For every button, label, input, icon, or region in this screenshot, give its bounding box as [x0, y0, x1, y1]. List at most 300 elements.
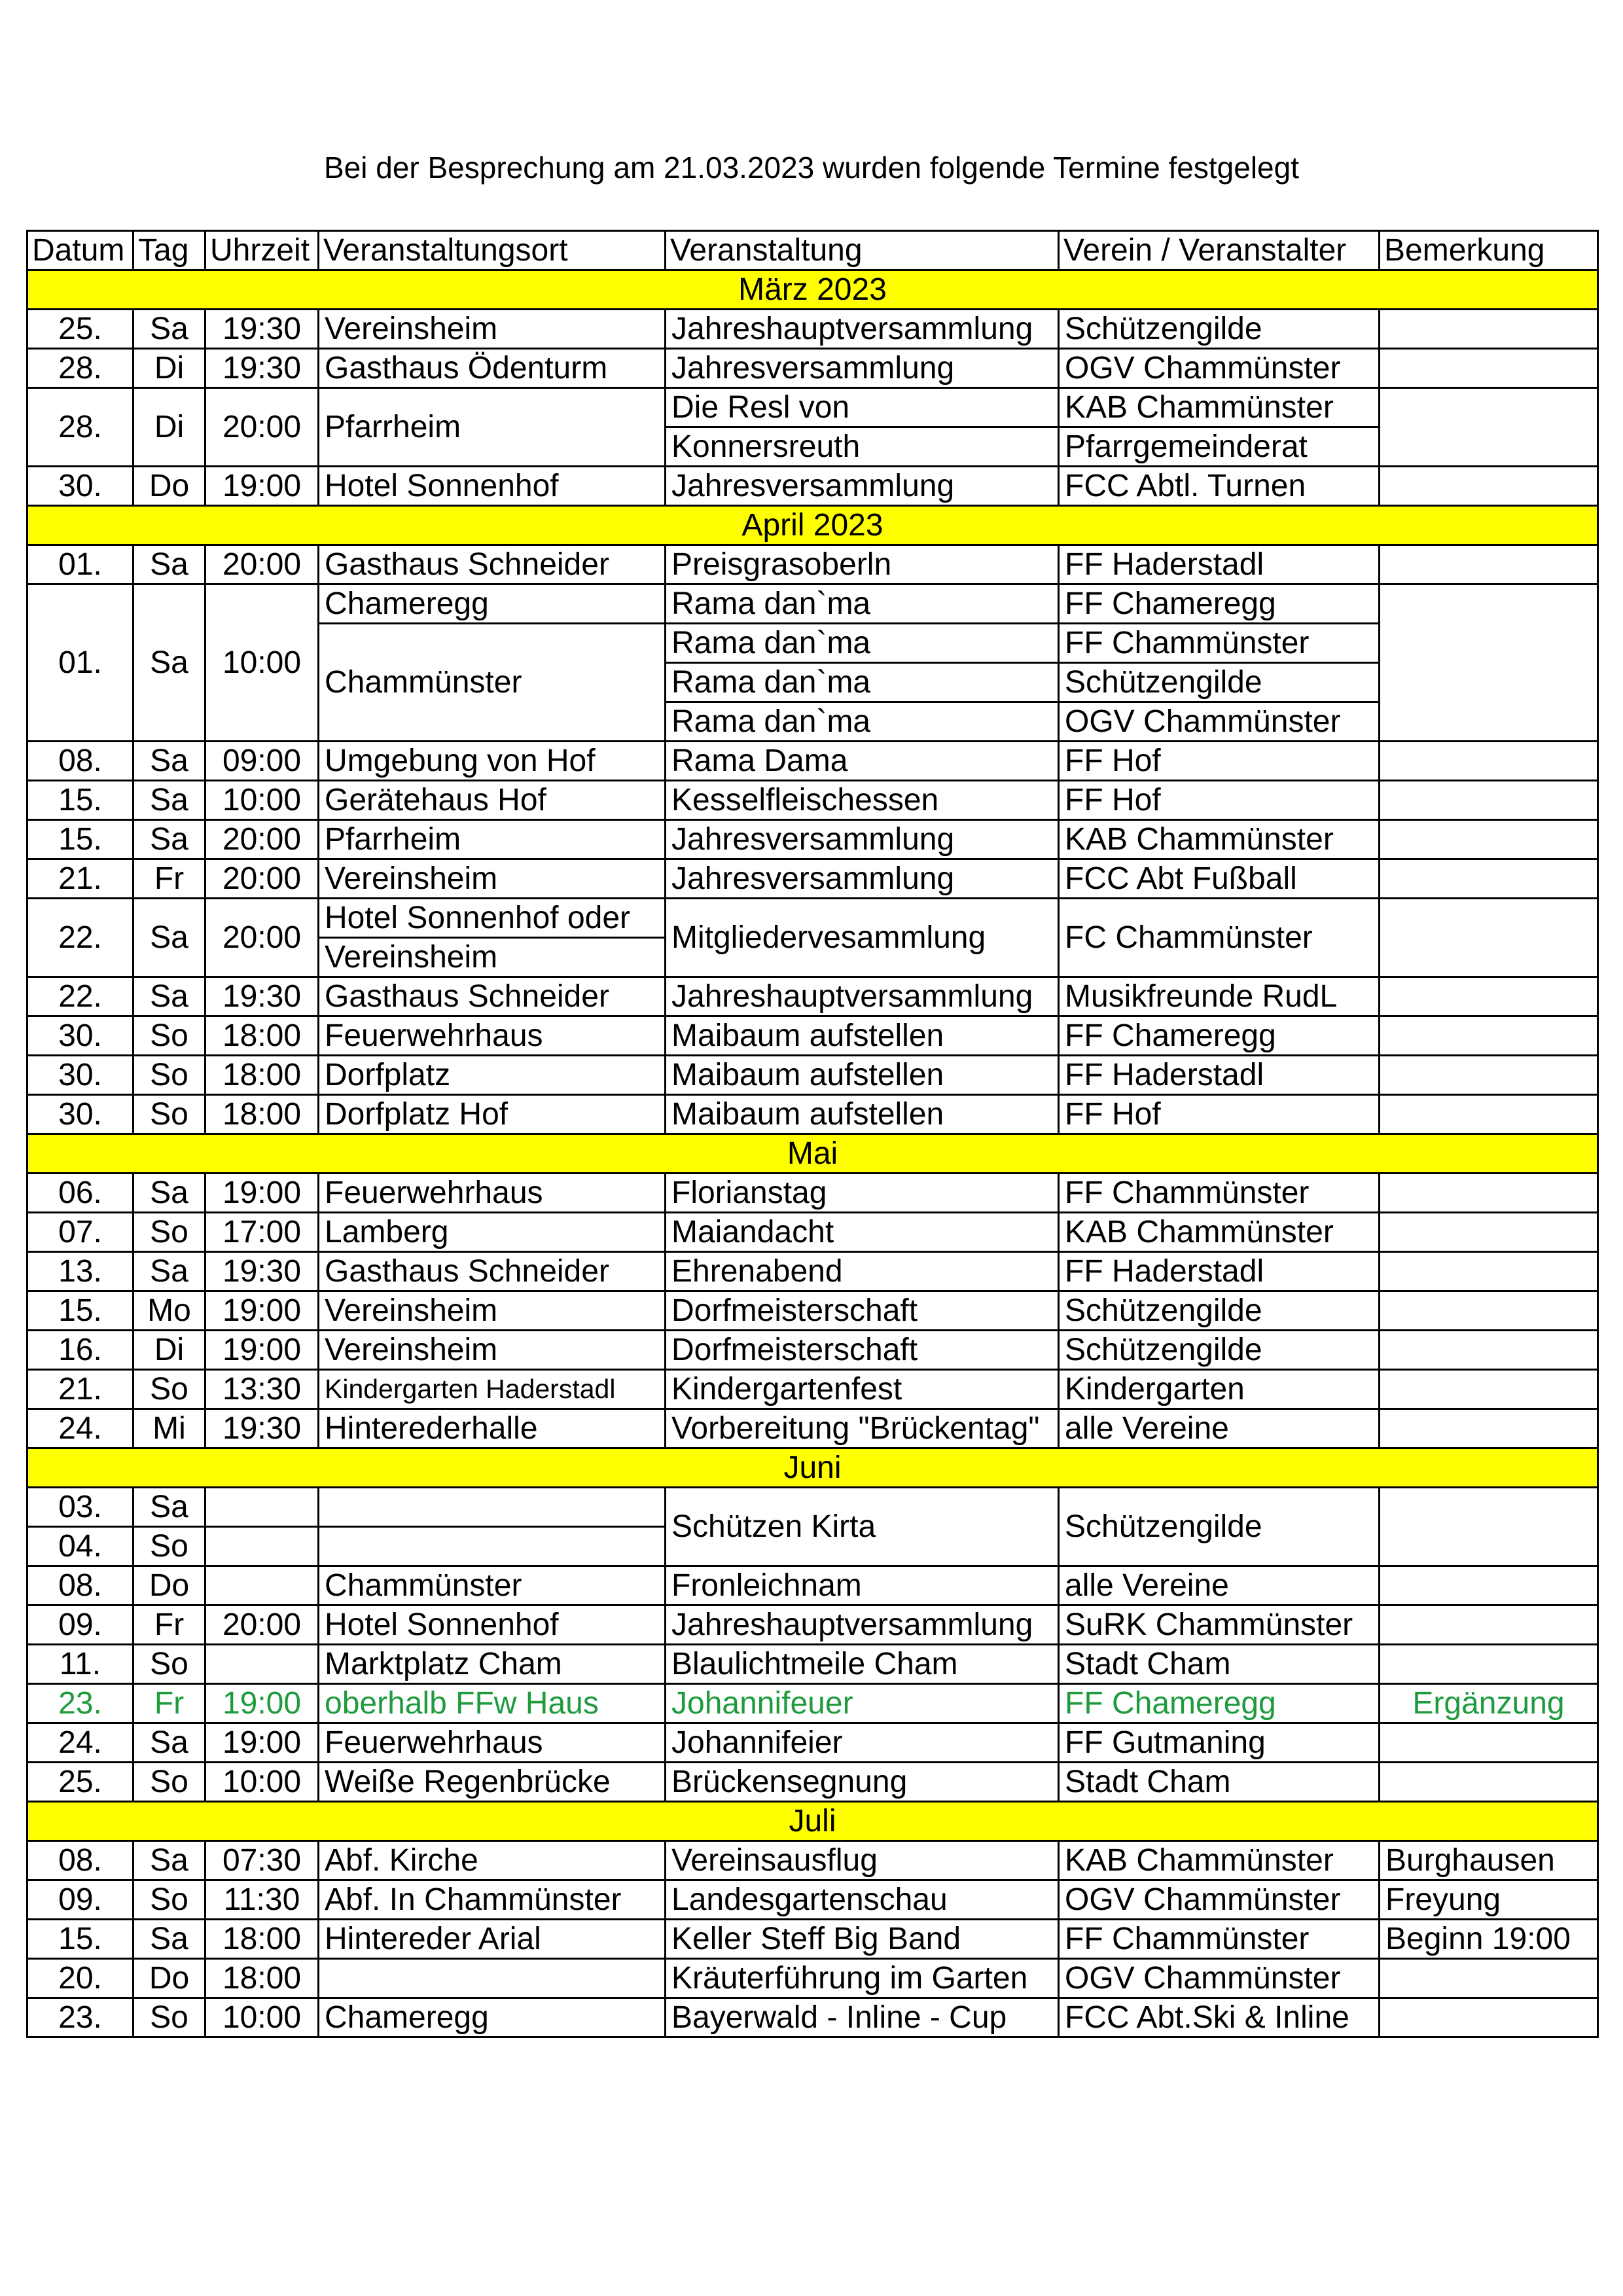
cell-bemerkung: [1380, 310, 1598, 349]
table-row-highlighted: [27, 1684, 1598, 1723]
cell-ort: Vereinsheim: [319, 1331, 666, 1370]
cell-datum: 28.: [27, 349, 134, 388]
cell-datum: 30.: [27, 467, 134, 506]
cell-bemerkung: [1380, 820, 1598, 859]
cell-bemerkung: [1380, 1016, 1598, 1056]
cell-bemerkung: [1380, 1605, 1598, 1645]
cell-bemerkung: [1380, 1291, 1598, 1331]
month-row: [27, 270, 1598, 310]
cell-veranstaltung: Rama dan`ma: [666, 584, 1059, 624]
cell-uhrzeit: 20:00: [205, 388, 319, 467]
cell-ort: Vereinsheim: [319, 938, 666, 977]
cell-veranstaltung: Jahreshauptversammlung: [666, 977, 1059, 1016]
cell-datum: 15.: [27, 1920, 134, 1959]
cell-veranstaltung: Mitgliedervesammlung: [666, 899, 1059, 977]
cell-verein: FF Haderstadl: [1059, 1252, 1380, 1291]
cell-tag: Sa: [134, 781, 205, 820]
cell-bemerkung: [1380, 1409, 1598, 1448]
cell-verein: FF Chameregg: [1059, 584, 1380, 624]
cell-veranstaltung: Maibaum aufstellen: [666, 1095, 1059, 1134]
cell-veranstaltung: Kräuterführung im Garten: [666, 1959, 1059, 1998]
cell-uhrzeit: 18:00: [205, 1959, 319, 1998]
cell-uhrzeit: 11:30: [205, 1880, 319, 1920]
cell-uhrzeit: 19:00: [205, 1684, 319, 1723]
cell-veranstaltung: Rama dan`ma: [666, 624, 1059, 663]
schedule-table: [26, 230, 1599, 2038]
cell-veranstaltung: Jahresversammlung: [666, 859, 1059, 899]
cell-verein: FF Chammünster: [1059, 624, 1380, 663]
cell-tag: Do: [134, 1566, 205, 1605]
cell-datum: 01.: [27, 584, 134, 742]
cell-ort: Gasthaus Ödenturm: [319, 349, 666, 388]
cell-ort: Chameregg: [319, 584, 666, 624]
month-label: März 2023: [27, 270, 1598, 310]
cell-ort: Kindergarten Haderstadl: [319, 1370, 666, 1409]
cell-uhrzeit: [205, 1566, 319, 1605]
cell-veranstaltung: Fronleichnam: [666, 1566, 1059, 1605]
cell-ort: Hintereder Arial: [319, 1920, 666, 1959]
cell-veranstaltung: Bayerwald - Inline - Cup: [666, 1998, 1059, 2037]
cell-verein: SuRK Chammünster: [1059, 1605, 1380, 1645]
table-row: [27, 1605, 1598, 1645]
cell-uhrzeit: [205, 1645, 319, 1684]
cell-datum: 01.: [27, 545, 134, 584]
table-row: [27, 899, 1598, 938]
cell-datum: 07.: [27, 1213, 134, 1252]
cell-ort: Dorfplatz Hof: [319, 1095, 666, 1134]
cell-datum: 16.: [27, 1331, 134, 1370]
cell-veranstaltung: Maibaum aufstellen: [666, 1056, 1059, 1095]
month-label: Juli: [27, 1802, 1598, 1841]
table-row: [27, 1880, 1598, 1920]
cell-datum: 08.: [27, 742, 134, 781]
cell-bemerkung: Freyung: [1380, 1880, 1598, 1920]
cell-bemerkung: [1380, 349, 1598, 388]
cell-tag: Sa: [134, 584, 205, 742]
cell-verein: Pfarrgemeinderat: [1059, 427, 1380, 467]
cell-tag: Sa: [134, 1488, 205, 1527]
cell-verein: FF Hof: [1059, 742, 1380, 781]
cell-uhrzeit: [205, 1488, 319, 1527]
cell-tag: Sa: [134, 899, 205, 977]
cell-ort: Abf. Kirche: [319, 1841, 666, 1880]
cell-uhrzeit: 18:00: [205, 1016, 319, 1056]
cell-datum: 24.: [27, 1409, 134, 1448]
cell-verein: KAB Chammünster: [1059, 1213, 1380, 1252]
cell-ort: Vereinsheim: [319, 1291, 666, 1331]
cell-veranstaltung: Florianstag: [666, 1174, 1059, 1213]
header-ort: Veranstaltungsort: [319, 231, 666, 270]
cell-ort: Chameregg: [319, 1998, 666, 2037]
cell-verein: FCC Abt.Ski & Inline: [1059, 1998, 1380, 2037]
cell-ort: Dorfplatz: [319, 1056, 666, 1095]
table-row: [27, 1016, 1598, 1056]
cell-ort: Gasthaus Schneider: [319, 545, 666, 584]
cell-tag: Sa: [134, 310, 205, 349]
cell-verein: FF Chammünster: [1059, 1174, 1380, 1213]
cell-tag: Sa: [134, 977, 205, 1016]
cell-tag: So: [134, 1527, 205, 1566]
table-row: [27, 1488, 1598, 1527]
cell-veranstaltung: Jahresversammlung: [666, 820, 1059, 859]
cell-bemerkung: [1380, 1252, 1598, 1291]
document-title: Bei der Besprechung am 21.03.2023 wurden folgende Termine festgelegt: [323, 151, 1300, 185]
cell-ort: Abf. In Chammünster: [319, 1880, 666, 1920]
cell-tag: So: [134, 1998, 205, 2037]
cell-verein: FF Hof: [1059, 1095, 1380, 1134]
table-row: [27, 1959, 1598, 1998]
table-row: [27, 977, 1598, 1016]
cell-uhrzeit: 18:00: [205, 1095, 319, 1134]
month-label: Juni: [27, 1448, 1598, 1488]
cell-ort: Feuerwehrhaus: [319, 1016, 666, 1056]
cell-veranstaltung: Schützen Kirta: [666, 1488, 1059, 1566]
cell-tag: So: [134, 1880, 205, 1920]
cell-datum: 30.: [27, 1056, 134, 1095]
cell-veranstaltung: Konnersreuth: [666, 427, 1059, 467]
cell-veranstaltung: Preisgrasoberln: [666, 545, 1059, 584]
cell-verein: OGV Chammünster: [1059, 702, 1380, 742]
cell-bemerkung: [1380, 977, 1598, 1016]
cell-veranstaltung: Jahreshauptversammlung: [666, 310, 1059, 349]
cell-veranstaltung: Maiandacht: [666, 1213, 1059, 1252]
cell-ort: Vereinsheim: [319, 310, 666, 349]
table-row: [27, 545, 1598, 584]
cell-bemerkung: [1380, 1095, 1598, 1134]
cell-uhrzeit: 20:00: [205, 859, 319, 899]
month-label: Mai: [27, 1134, 1598, 1174]
cell-tag: Sa: [134, 1723, 205, 1763]
cell-datum: 25.: [27, 310, 134, 349]
cell-verein: FF Chammünster: [1059, 1920, 1380, 1959]
table-row: [27, 467, 1598, 506]
cell-veranstaltung: Die Resl von: [666, 388, 1059, 427]
cell-ort: Feuerwehrhaus: [319, 1723, 666, 1763]
cell-tag: Sa: [134, 742, 205, 781]
cell-ort: [319, 1527, 666, 1566]
cell-bemerkung: [1380, 1998, 1598, 2037]
cell-veranstaltung: Johannifeier: [666, 1723, 1059, 1763]
cell-ort: Feuerwehrhaus: [319, 1174, 666, 1213]
cell-verein: FCC Abtl. Turnen: [1059, 467, 1380, 506]
cell-verein: Kindergarten: [1059, 1370, 1380, 1409]
cell-tag: So: [134, 1016, 205, 1056]
cell-uhrzeit: 10:00: [205, 1763, 319, 1802]
cell-uhrzeit: 19:30: [205, 349, 319, 388]
cell-datum: 13.: [27, 1252, 134, 1291]
cell-uhrzeit: 10:00: [205, 781, 319, 820]
cell-datum: 15.: [27, 781, 134, 820]
cell-ort: Pfarrheim: [319, 820, 666, 859]
cell-verein: FF Haderstadl: [1059, 545, 1380, 584]
cell-verein: OGV Chammünster: [1059, 349, 1380, 388]
table-row: [27, 1056, 1598, 1095]
cell-bemerkung: Ergänzung: [1380, 1684, 1598, 1723]
cell-bemerkung: [1380, 1488, 1598, 1566]
cell-tag: So: [134, 1056, 205, 1095]
month-row: [27, 1448, 1598, 1488]
cell-tag: So: [134, 1645, 205, 1684]
cell-bemerkung: [1380, 584, 1598, 742]
header-row: [27, 231, 1598, 270]
cell-ort: Chammünster: [319, 624, 666, 742]
cell-bemerkung: [1380, 1213, 1598, 1252]
cell-uhrzeit: 19:00: [205, 1723, 319, 1763]
table-row: [27, 859, 1598, 899]
cell-veranstaltung: Rama dan`ma: [666, 663, 1059, 702]
cell-tag: Mi: [134, 1409, 205, 1448]
table-row: [27, 388, 1598, 427]
cell-uhrzeit: 19:00: [205, 467, 319, 506]
table-row: [27, 1331, 1598, 1370]
cell-ort: Weiße Regenbrücke: [319, 1763, 666, 1802]
cell-uhrzeit: 19:00: [205, 1174, 319, 1213]
cell-tag: Fr: [134, 1684, 205, 1723]
month-row: [27, 1802, 1598, 1841]
cell-veranstaltung: Ehrenabend: [666, 1252, 1059, 1291]
cell-tag: Sa: [134, 820, 205, 859]
cell-tag: Fr: [134, 859, 205, 899]
cell-veranstaltung: Dorfmeisterschaft: [666, 1291, 1059, 1331]
cell-uhrzeit: 19:00: [205, 1331, 319, 1370]
table-row: [27, 1566, 1598, 1605]
table-row: [27, 1998, 1598, 2037]
cell-tag: So: [134, 1370, 205, 1409]
cell-veranstaltung: Jahresversammlung: [666, 349, 1059, 388]
cell-uhrzeit: 10:00: [205, 1998, 319, 2037]
table-row: [27, 1213, 1598, 1252]
cell-veranstaltung: Vorbereitung "Brückentag": [666, 1409, 1059, 1448]
cell-bemerkung: [1380, 1566, 1598, 1605]
cell-veranstaltung: Johannifeuer: [666, 1684, 1059, 1723]
table-row: [27, 1174, 1598, 1213]
table-row: [27, 1763, 1598, 1802]
cell-verein: Stadt Cham: [1059, 1763, 1380, 1802]
cell-verein: OGV Chammünster: [1059, 1880, 1380, 1920]
cell-ort: Hinterederhalle: [319, 1409, 666, 1448]
cell-uhrzeit: 19:00: [205, 1291, 319, 1331]
cell-tag: Sa: [134, 1252, 205, 1291]
cell-verein: Schützengilde: [1059, 1291, 1380, 1331]
cell-verein: alle Vereine: [1059, 1566, 1380, 1605]
month-row: [27, 506, 1598, 545]
cell-verein: Schützengilde: [1059, 663, 1380, 702]
cell-datum: 22.: [27, 977, 134, 1016]
cell-tag: So: [134, 1095, 205, 1134]
cell-bemerkung: [1380, 781, 1598, 820]
cell-bemerkung: [1380, 545, 1598, 584]
table-row: [27, 1841, 1598, 1880]
cell-uhrzeit: 09:00: [205, 742, 319, 781]
cell-veranstaltung: Rama dan`ma: [666, 702, 1059, 742]
cell-datum: 15.: [27, 1291, 134, 1331]
cell-datum: 28.: [27, 388, 134, 467]
cell-datum: 22.: [27, 899, 134, 977]
cell-datum: 23.: [27, 1684, 134, 1723]
cell-veranstaltung: Jahresversammlung: [666, 467, 1059, 506]
cell-datum: 24.: [27, 1723, 134, 1763]
cell-uhrzeit: 20:00: [205, 545, 319, 584]
cell-verein: KAB Chammünster: [1059, 820, 1380, 859]
cell-ort: Hotel Sonnenhof: [319, 1605, 666, 1645]
cell-ort: [319, 1959, 666, 1998]
cell-bemerkung: [1380, 388, 1598, 467]
cell-tag: So: [134, 1213, 205, 1252]
header-datum: Datum: [27, 231, 134, 270]
cell-bemerkung: [1380, 1370, 1598, 1409]
cell-uhrzeit: 17:00: [205, 1213, 319, 1252]
cell-verein: Schützengilde: [1059, 1331, 1380, 1370]
cell-ort: [319, 1488, 666, 1527]
cell-bemerkung: [1380, 1723, 1598, 1763]
table-row: [27, 1645, 1598, 1684]
cell-datum: 15.: [27, 820, 134, 859]
cell-datum: 08.: [27, 1566, 134, 1605]
cell-verein: OGV Chammünster: [1059, 1959, 1380, 1998]
month-row: [27, 1134, 1598, 1174]
cell-ort: Lamberg: [319, 1213, 666, 1252]
cell-veranstaltung: Keller Steff Big Band: [666, 1920, 1059, 1959]
cell-bemerkung: [1380, 1331, 1598, 1370]
table-row: [27, 1723, 1598, 1763]
cell-datum: 23.: [27, 1998, 134, 2037]
cell-verein: KAB Chammünster: [1059, 388, 1380, 427]
cell-veranstaltung: Blaulichtmeile Cham: [666, 1645, 1059, 1684]
cell-ort: Vereinsheim: [319, 859, 666, 899]
cell-verein: FF Chameregg: [1059, 1016, 1380, 1056]
month-label: April 2023: [27, 506, 1598, 545]
cell-veranstaltung: Kesselfleischessen: [666, 781, 1059, 820]
cell-datum: 03.: [27, 1488, 134, 1527]
cell-verein: Musikfreunde RudL: [1059, 977, 1380, 1016]
cell-ort: oberhalb FFw Haus: [319, 1684, 666, 1723]
cell-bemerkung: [1380, 1959, 1598, 1998]
cell-uhrzeit: 19:30: [205, 310, 319, 349]
cell-uhrzeit: 18:00: [205, 1920, 319, 1959]
table-row: [27, 1252, 1598, 1291]
table-row: [27, 820, 1598, 859]
cell-tag: So: [134, 1763, 205, 1802]
cell-veranstaltung: Brückensegnung: [666, 1763, 1059, 1802]
cell-tag: Di: [134, 349, 205, 388]
cell-datum: 11.: [27, 1645, 134, 1684]
table-row: [27, 1409, 1598, 1448]
cell-veranstaltung: Kindergartenfest: [666, 1370, 1059, 1409]
cell-verein: FCC Abt Fußball: [1059, 859, 1380, 899]
cell-verein: FF Haderstadl: [1059, 1056, 1380, 1095]
cell-bemerkung: Beginn 19:00: [1380, 1920, 1598, 1959]
cell-datum: 21.: [27, 1370, 134, 1409]
cell-tag: Fr: [134, 1605, 205, 1645]
cell-bemerkung: [1380, 467, 1598, 506]
cell-ort: Chammünster: [319, 1566, 666, 1605]
cell-datum: 30.: [27, 1095, 134, 1134]
cell-datum: 25.: [27, 1763, 134, 1802]
cell-uhrzeit: 19:30: [205, 1409, 319, 1448]
cell-datum: 21.: [27, 859, 134, 899]
cell-ort: Pfarrheim: [319, 388, 666, 467]
header-veranstaltung: Veranstaltung: [666, 231, 1059, 270]
cell-tag: Di: [134, 388, 205, 467]
cell-ort: Gasthaus Schneider: [319, 977, 666, 1016]
cell-ort: Hotel Sonnenhof: [319, 467, 666, 506]
cell-tag: Sa: [134, 1841, 205, 1880]
cell-bemerkung: [1380, 1174, 1598, 1213]
cell-uhrzeit: 10:00: [205, 584, 319, 742]
cell-uhrzeit: 19:30: [205, 1252, 319, 1291]
cell-bemerkung: [1380, 1056, 1598, 1095]
cell-datum: 06.: [27, 1174, 134, 1213]
table-row: [27, 1370, 1598, 1409]
cell-veranstaltung: Rama Dama: [666, 742, 1059, 781]
cell-bemerkung: [1380, 1763, 1598, 1802]
cell-bemerkung: [1380, 859, 1598, 899]
table-row: [27, 584, 1598, 624]
cell-uhrzeit: 20:00: [205, 820, 319, 859]
cell-tag: Sa: [134, 545, 205, 584]
cell-ort: Umgebung von Hof: [319, 742, 666, 781]
cell-datum: 20.: [27, 1959, 134, 1998]
cell-datum: 09.: [27, 1880, 134, 1920]
cell-verein: alle Vereine: [1059, 1409, 1380, 1448]
cell-bemerkung: [1380, 1645, 1598, 1684]
cell-tag: Do: [134, 467, 205, 506]
cell-verein: Schützengilde: [1059, 310, 1380, 349]
cell-datum: 30.: [27, 1016, 134, 1056]
cell-uhrzeit: 13:30: [205, 1370, 319, 1409]
cell-ort: Hotel Sonnenhof oder: [319, 899, 666, 938]
cell-veranstaltung: Landesgartenschau: [666, 1880, 1059, 1920]
cell-verein: Schützengilde: [1059, 1488, 1380, 1566]
table-row: [27, 310, 1598, 349]
cell-bemerkung: Burghausen: [1380, 1841, 1598, 1880]
cell-uhrzeit: 07:30: [205, 1841, 319, 1880]
header-bemerkung: Bemerkung: [1380, 231, 1598, 270]
cell-uhrzeit: 19:30: [205, 977, 319, 1016]
cell-tag: Di: [134, 1331, 205, 1370]
cell-veranstaltung: Jahreshauptversammlung: [666, 1605, 1059, 1645]
cell-ort: Gerätehaus Hof: [319, 781, 666, 820]
cell-uhrzeit: 20:00: [205, 1605, 319, 1645]
cell-bemerkung: [1380, 899, 1598, 977]
header-tag: Tag: [134, 231, 205, 270]
cell-datum: 08.: [27, 1841, 134, 1880]
cell-ort: Marktplatz Cham: [319, 1645, 666, 1684]
cell-uhrzeit: 20:00: [205, 899, 319, 977]
cell-verein: Stadt Cham: [1059, 1645, 1380, 1684]
cell-tag: Sa: [134, 1920, 205, 1959]
table-row: [27, 1920, 1598, 1959]
cell-uhrzeit: 18:00: [205, 1056, 319, 1095]
cell-datum: 09.: [27, 1605, 134, 1645]
cell-verein: FF Chameregg: [1059, 1684, 1380, 1723]
cell-verein: KAB Chammünster: [1059, 1841, 1380, 1880]
table-row: [27, 349, 1598, 388]
cell-tag: Do: [134, 1959, 205, 1998]
cell-ort: Gasthaus Schneider: [319, 1252, 666, 1291]
cell-tag: Mo: [134, 1291, 205, 1331]
cell-datum: 04.: [27, 1527, 134, 1566]
table-row: [27, 1095, 1598, 1134]
cell-uhrzeit: [205, 1527, 319, 1566]
cell-verein: FF Hof: [1059, 781, 1380, 820]
table-row: [27, 781, 1598, 820]
table-row: [27, 1291, 1598, 1331]
header-uhrzeit: Uhrzeit: [205, 231, 319, 270]
cell-verein: FC Chammünster: [1059, 899, 1380, 977]
cell-veranstaltung: Dorfmeisterschaft: [666, 1331, 1059, 1370]
table-row: [27, 742, 1598, 781]
